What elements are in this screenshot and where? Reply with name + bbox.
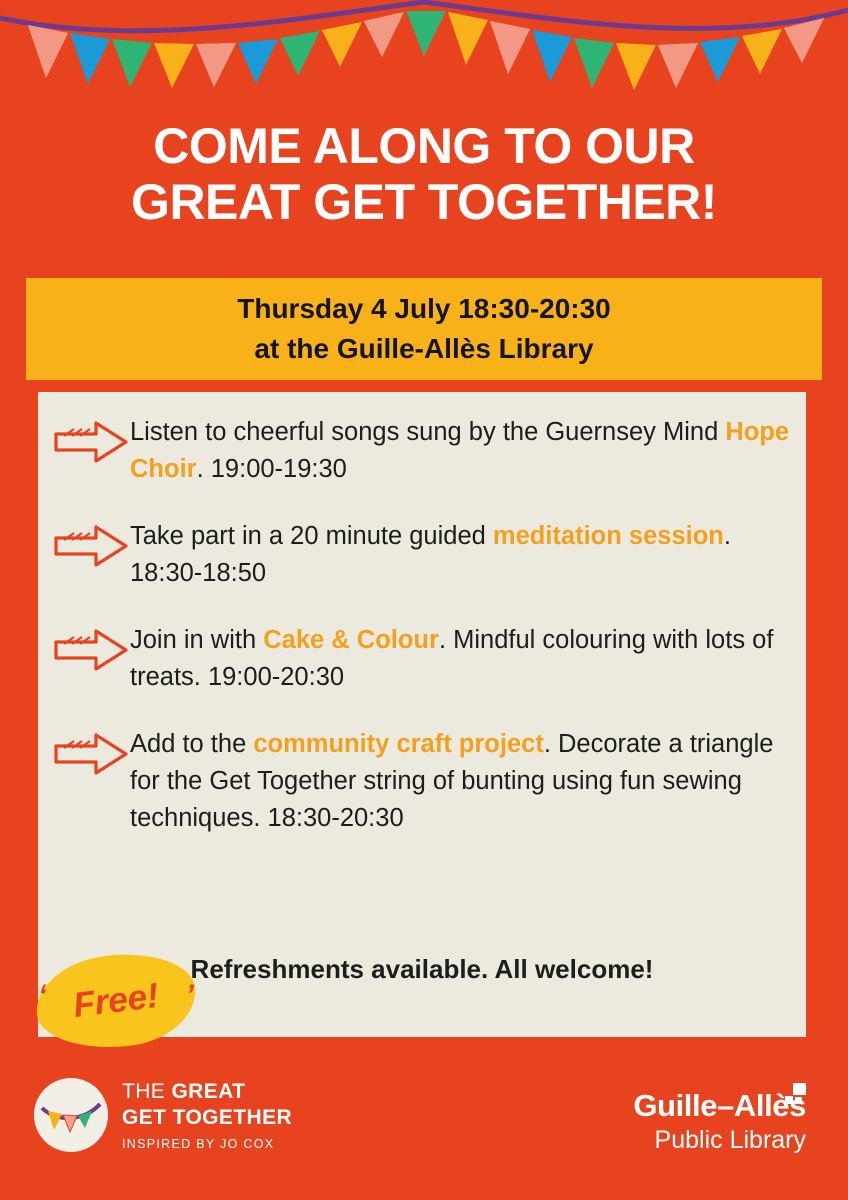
activity-part: . 18:30-18:50	[130, 521, 731, 587]
ggt-wordmark	[122, 1079, 292, 1151]
arrow-right-icon	[52, 524, 130, 570]
activity-text	[130, 726, 798, 837]
list-item	[46, 414, 798, 488]
list-item	[46, 622, 798, 696]
ggt-the: THE	[122, 1079, 172, 1103]
activities-panel	[38, 392, 806, 1037]
activity-highlight: community craft project	[253, 729, 544, 758]
list-item	[46, 726, 798, 837]
refreshments-note: Refreshments available. All welcome!	[190, 954, 654, 984]
arrow-right-icon	[52, 732, 130, 778]
ggt-line-2: GET TOGETHER	[122, 1105, 293, 1129]
arrow-right-icon	[52, 420, 130, 466]
activity-part: . Decorate a triangle for the Get Together string of bunting using fun sewing techniques. 18:30-20:30	[130, 729, 774, 832]
great-get-together-logo	[34, 1078, 292, 1152]
activities-list	[46, 414, 798, 867]
activity-part: . Mindful colouring with lots of treats. 19:00-20:30	[130, 625, 774, 691]
activity-highlight: Hope Choir	[130, 418, 790, 483]
arrow-right-icon	[52, 628, 130, 674]
library-logo	[633, 1090, 806, 1155]
free-badge-quote-left: ‘	[38, 979, 47, 1012]
list-item	[46, 518, 798, 592]
free-badge-label: Free!	[71, 975, 161, 1026]
ggt-line-1	[122, 1079, 292, 1105]
ggt-great: GREAT	[171, 1079, 246, 1103]
event-date-banner	[26, 278, 822, 380]
headline-line-2: GREAT GET TOGETHER!	[131, 174, 717, 230]
activity-text	[130, 518, 798, 592]
library-name: Guille–Allès	[633, 1088, 806, 1123]
bunting-decoration	[0, 0, 848, 95]
activity-text	[130, 414, 798, 488]
activity-text	[130, 622, 798, 696]
free-badge	[36, 955, 196, 1047]
activity-part: . 19:00-19:30	[196, 454, 347, 483]
ggt-tagline: INSPIRED BY JO COX	[122, 1137, 275, 1152]
activity-part: Listen to cheerful songs sung by the Guernsey Mind	[130, 418, 726, 446]
poster-headline	[0, 118, 848, 230]
activity-part: Join in with	[130, 625, 264, 654]
event-datetime: Thursday 4 July 18:30-20:30	[237, 293, 611, 325]
activity-highlight: meditation session	[492, 521, 724, 550]
library-subtitle: Public Library	[654, 1125, 806, 1154]
ggt-emblem-icon	[34, 1078, 108, 1152]
activity-highlight: Cake & Colour	[263, 625, 439, 654]
free-badge-quote-right: ’	[185, 979, 194, 1012]
headline-line-1: COME ALONG TO OUR	[153, 118, 695, 174]
event-venue: at the Guille-Allès Library	[254, 333, 594, 364]
activity-part: Add to the	[130, 729, 254, 758]
activity-part: Take part in a 20 minute guided	[130, 521, 493, 550]
